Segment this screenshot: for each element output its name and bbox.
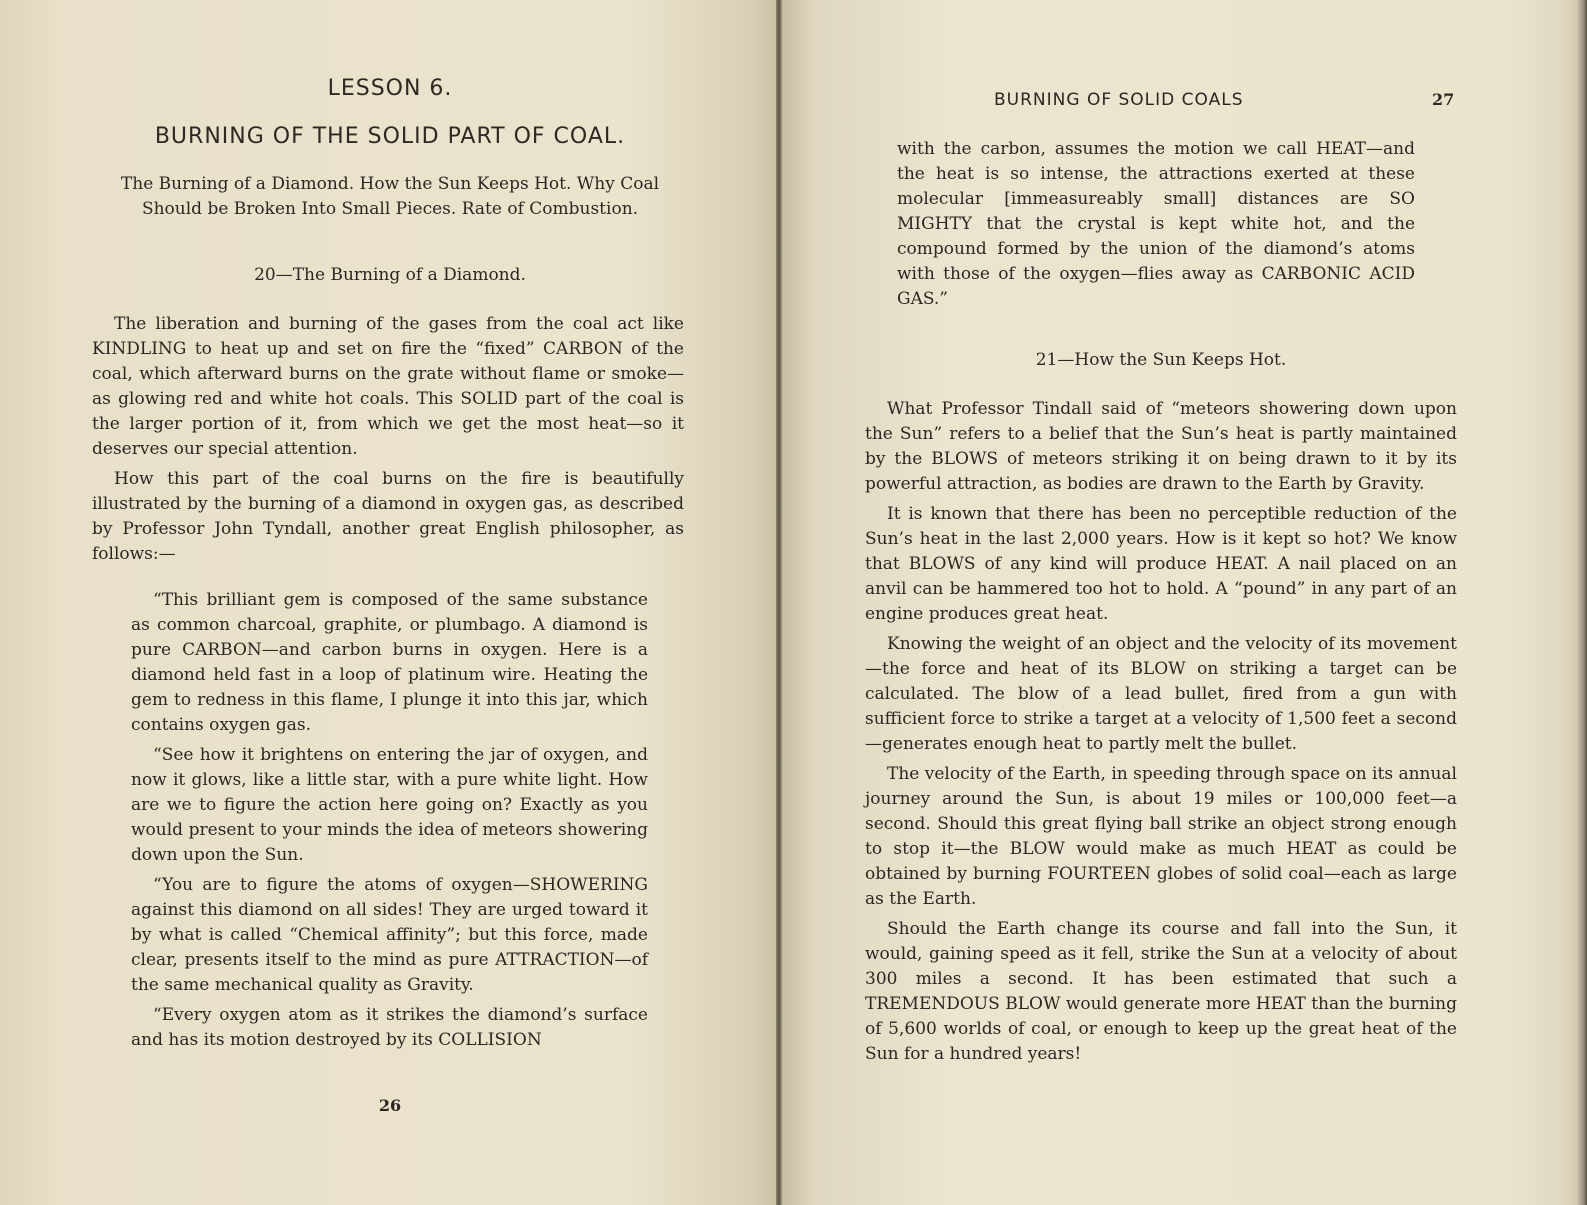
- chapter-summary: The Burning of a Diamond. How the Sun Keeps Hot. Why Coal Should be Broken Into Small Pieces. Rate of Combustion.: [120, 174, 660, 219]
- section-heading-21: 21—How the Sun Keeps Hot.: [1035, 350, 1287, 370]
- paragraph: It is known that there has been no perceptible reduction of the Sun’s heat in the last 2,000 years. How is it kept so hot? We know that BLOWS of any kind will produce HEAT. A nail placed on an anvil can be hammered too hot to hold. A “pound” in any part of an engine produces great heat.: [865, 504, 1457, 624]
- quote-paragraph: with the carbon, assumes the motion we call HEAT—and the heat is so intense, the attractions exerted at these molecular [immeasureably small] distances are SO MIGHTY that the crystal is kept white hot, and the compound formed by the union of the diamond’s atoms with those of the oxygen—flies away as CARBONIC ACID GAS.”: [897, 139, 1415, 309]
- book-gutter: [776, 0, 782, 1205]
- chapter-title: BURNING OF THE SOLID PART OF COAL.: [154, 124, 626, 149]
- quote-continuation: [897, 137, 1415, 317]
- page-number-left: 26: [378, 1096, 402, 1115]
- paragraph: Should the Earth change its course and fall into the Sun, it would, gaining speed as it fell, strike the Sun at a velocity of about 300 miles a second. It has been estimated that such a TREMENDOUS BLOW would generate more HEAT than the burning of 5,600 worlds of coal, or enough to keep up the great heat of the Sun for a hundred years!: [865, 919, 1457, 1064]
- paragraph: How this part of the coal burns on the fire is beautifully illustrated by the burning of a diamond in oxygen gas, as described by Professor John Tyndall, another great English philosopher, as follows:—: [92, 469, 684, 564]
- paragraph: The velocity of the Earth, in speeding through space on its annual journey around the Sun, is about 19 miles or 100,000 feet—a second. Should this great flying ball strike an object strong enough to stop it—the BLOW would make as much HEAT as could be obtained by burning FOURTEEN globes of solid coal—each as large as the Earth.: [865, 764, 1457, 909]
- section-heading-20: 20—The Burning of a Diamond.: [254, 265, 526, 285]
- left-body-text: [92, 312, 684, 572]
- quote-paragraph: “You are to figure the atoms of oxygen—SHOWERING against this diamond on all sides! They are urged toward it by what is called “Chemical affinity”; but this force, made clear, presents itself to the mind as pure ATTRACTION—of the same mechanical quality as Gravity.: [131, 875, 648, 995]
- paragraph: The liberation and burning of the gases from the coal act like KINDLING to heat up and set on fire the “fixed” CARBON of the coal, which afterward burns on the grate without flame or smoke—as glowing red and white hot coals. This SOLID part of the coal is the larger portion of it, from which we get the most heat—so it deserves our special attention.: [92, 314, 684, 459]
- lesson-label: LESSON 6.: [327, 76, 453, 101]
- right-body-text: [865, 397, 1457, 1072]
- left-page: [0, 0, 780, 1205]
- quote-paragraph: “This brilliant gem is composed of the same substance as common charcoal, graphite, or plumbago. A diamond is pure CARBON—and carbon burns in oxygen. Here is a diamond held fast in a loop of platinum wire. Heating the gem to redness in this flame, I plunge it into this jar, which contains oxygen gas.: [131, 590, 648, 735]
- running-head: BURNING OF SOLID COALS: [994, 90, 1244, 110]
- quote-paragraph: “See how it brightens on entering the jar of oxygen, and now it glows, like a little star, with a pure white light. How are we to figure the action here going on? Exactly as you would present to your minds the idea of meteors showering down upon the Sun.: [131, 745, 648, 865]
- paragraph: What Professor Tindall said of “meteors showering down upon the Sun” refers to a belief that the Sun’s heat is partly maintained by the BLOWS of meteors striking it on being drawn to it by its powerful attraction, as bodies are drawn to the Earth by Gravity.: [865, 399, 1457, 494]
- tyndall-quote: [131, 588, 648, 1058]
- page-number-right: 27: [1432, 90, 1455, 109]
- page-edge: [1577, 0, 1587, 1205]
- quote-paragraph: “Every oxygen atom as it strikes the diamond’s surface and has its motion destroyed by its COLLISION: [131, 1005, 648, 1050]
- paragraph: Knowing the weight of an object and the velocity of its movement—the force and heat of its BLOW on striking a target can be calculated. The blow of a lead bullet, fired from a gun with sufficient force to strike a target at a velocity of 1,500 feet a second—generates enough heat to partly melt the bullet.: [865, 634, 1457, 754]
